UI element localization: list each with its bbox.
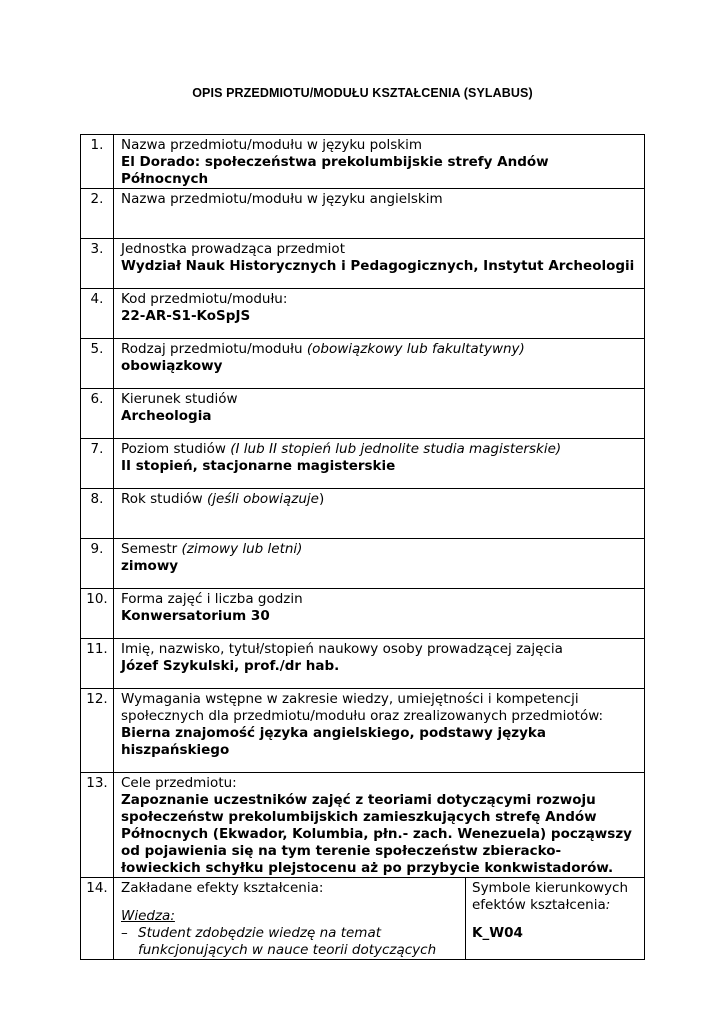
bullet-text: Student zdobędzie wiedzę na temat funkcjonujących w nauce teorii dotyczących xyxy=(138,925,437,958)
symbols-label-wrap xyxy=(472,880,640,914)
row-content xyxy=(114,439,645,489)
row-label-wrap xyxy=(121,541,638,558)
row-label-note: (zimowy lub letni) xyxy=(181,541,303,557)
row-label: Rodzaj przedmiotu/modułu xyxy=(121,341,303,357)
table-row xyxy=(81,689,645,773)
row-number: 8. xyxy=(81,489,114,539)
bullet-dash: – xyxy=(121,925,128,941)
row-value: Zapoznanie uczestników zajęć z teoriami dotyczącymi rozwoju społeczeństw prekolumbijskich zamieszkujących strefę Andów Północnych (Ekwador, Kolumbia, płn.- zach. Wenezuela) począwszy od pojawienia się na tym terenie społeczeństw zbieracko-łowieckich schyłku plejstocenu aż po przybycie konkwistadorów. xyxy=(121,792,632,876)
row-number: 12. xyxy=(81,689,114,773)
row-number: 13. xyxy=(81,773,114,878)
symbols-colon: : xyxy=(605,897,611,913)
row-value: 22-AR-S1-KoSpJS xyxy=(121,308,251,324)
row-number: 7. xyxy=(81,439,114,489)
knowledge-heading: Wiedza: xyxy=(121,908,175,924)
row-number: 11. xyxy=(81,639,114,689)
row-label-note: (obowiązkowy lub fakultatywny) xyxy=(306,341,525,357)
row-content xyxy=(114,135,645,189)
row-number: 2. xyxy=(81,189,114,239)
row-number: 10. xyxy=(81,589,114,639)
row-label: Nazwa przedmiotu/modułu w języku polskim xyxy=(121,137,422,153)
row-content xyxy=(114,589,645,639)
table-row xyxy=(81,439,645,489)
row-value: II stopień, stacjonarne magisterskie xyxy=(121,458,396,474)
row-content xyxy=(114,539,645,589)
row-content xyxy=(114,339,645,389)
symbol-code: K_W04 xyxy=(472,925,523,941)
row-content xyxy=(114,389,645,439)
row-value: obowiązkowy xyxy=(121,358,223,374)
row-value: zimowy xyxy=(121,558,179,574)
row-label: Rok studiów xyxy=(121,491,203,507)
table-row xyxy=(81,239,645,289)
row-content xyxy=(114,289,645,339)
table-row xyxy=(81,639,645,689)
row-label-note: (I lub II stopień lub jednolite studia magisterskie) xyxy=(230,441,562,457)
list-item xyxy=(121,925,459,959)
row-label: Poziom studiów xyxy=(121,441,226,457)
row-label: Forma zajęć i liczba godzin xyxy=(121,591,303,607)
row-number: 3. xyxy=(81,239,114,289)
row-content xyxy=(114,489,645,539)
table-row xyxy=(81,189,645,239)
document-title: OPIS PRZEDMIOTU/MODUŁU KSZTAŁCENIA (SYLABUS) xyxy=(192,86,533,100)
row-label: Zakładane efekty kształcenia: xyxy=(121,880,324,896)
table-row xyxy=(81,539,645,589)
table-row xyxy=(81,589,645,639)
row-number: 14. xyxy=(81,878,114,960)
row-value: Archeologia xyxy=(121,408,212,424)
symbols-column xyxy=(465,878,644,959)
row-label: Wymagania wstępne w zakresie wiedzy, umiejętności i kompetencji społecznych dla przedmiotu/modułu oraz zrealizowanych przedmiotów: xyxy=(121,691,604,724)
row-number: 4. xyxy=(81,289,114,339)
row-label-wrap xyxy=(121,491,638,508)
row-label: Jednostka prowadząca przedmiot xyxy=(121,241,345,257)
table-row xyxy=(81,389,645,439)
row-number: 5. xyxy=(81,339,114,389)
row-number: 1. xyxy=(81,135,114,189)
row-label: Imię, nazwisko, tytuł/stopień naukowy osoby prowadzącej zajęcia xyxy=(121,641,563,657)
row-content xyxy=(114,189,645,239)
syllabus-table xyxy=(80,134,645,960)
row-label: Nazwa przedmiotu/modułu w języku angielskim xyxy=(121,191,443,207)
learning-outcomes-wrap xyxy=(114,878,644,959)
row-label: Kierunek studiów xyxy=(121,391,238,407)
row-value: Józef Szykulski, prof./dr hab. xyxy=(121,658,340,674)
row-value: Bierna znajomość języka angielskiego, podstawy języka hiszpańskiego xyxy=(121,725,546,758)
table-row xyxy=(81,489,645,539)
row-label: Semestr xyxy=(121,541,178,557)
row-content xyxy=(114,239,645,289)
row-value: El Dorado: społeczeństwa prekolumbijskie strefy Andów Północnych xyxy=(121,154,549,187)
row-label-wrap xyxy=(121,341,638,358)
row-label-note: (jeśli obowiązuje xyxy=(206,491,319,507)
learning-outcomes-left xyxy=(114,878,465,959)
table-row xyxy=(81,135,645,189)
row-value: Konwersatorium 30 xyxy=(121,608,270,624)
row-value: Wydział Nauk Historycznych i Pedagogicznych, Instytut Archeologii xyxy=(121,258,635,274)
row-content xyxy=(114,689,645,773)
table-row xyxy=(81,289,645,339)
table-row xyxy=(81,773,645,878)
row-content xyxy=(114,639,645,689)
row-label: Cele przedmiotu: xyxy=(121,775,237,791)
learning-outcomes-cell xyxy=(114,878,645,960)
row-label-close: ) xyxy=(318,491,325,507)
row-label-wrap xyxy=(121,441,638,458)
table-row xyxy=(81,339,645,389)
table-row xyxy=(81,878,645,960)
row-number: 6. xyxy=(81,389,114,439)
row-content xyxy=(114,773,645,878)
row-number: 9. xyxy=(81,539,114,589)
symbols-label: Symbole kierunkowych efektów kształcenia xyxy=(472,880,629,913)
row-label: Kod przedmiotu/modułu: xyxy=(121,291,288,307)
